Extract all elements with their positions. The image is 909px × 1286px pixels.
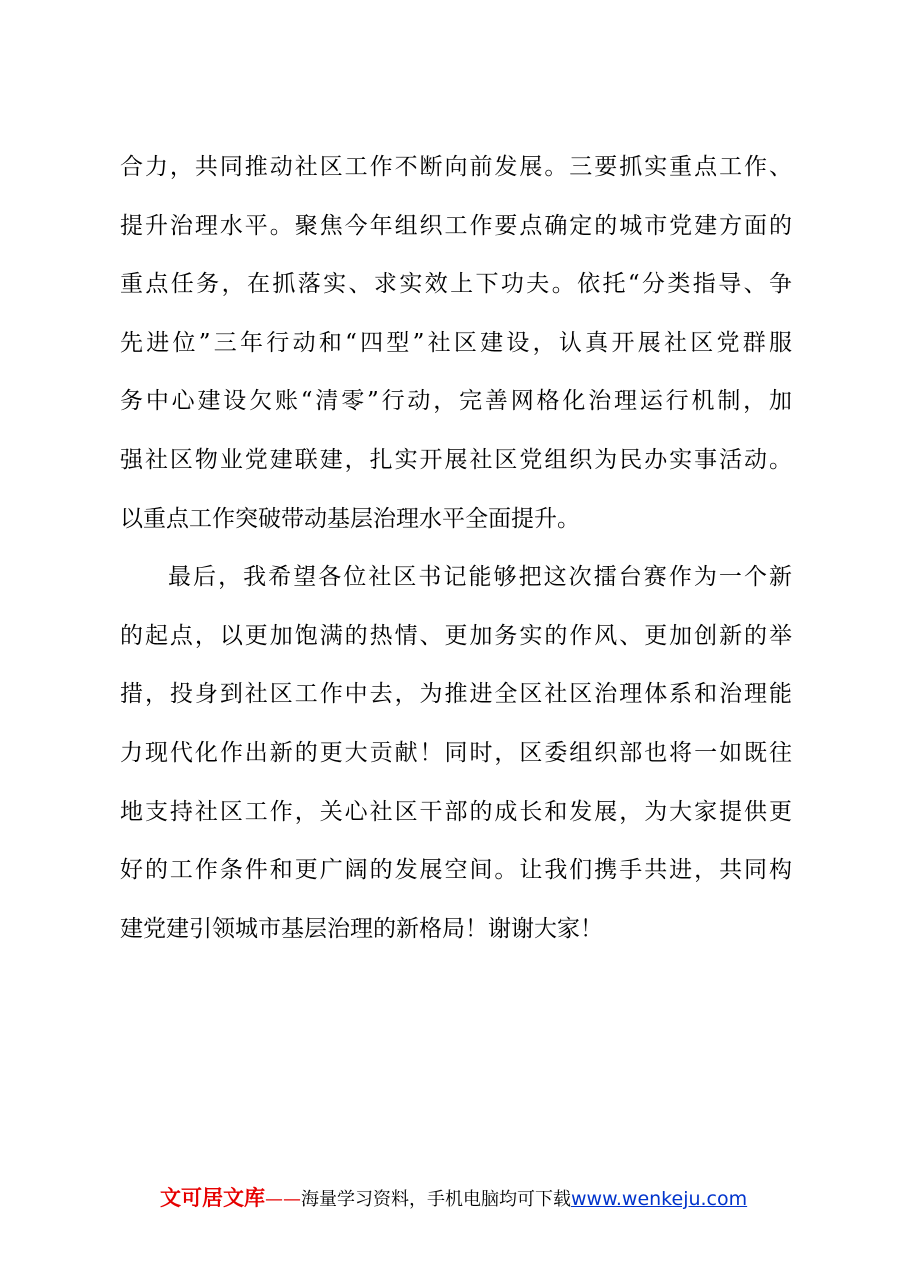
footer-brand: 文可居文库 <box>160 1186 265 1210</box>
text-line: 好的工作条件和更广阔的发展空间。让我们携手共进，共同构 <box>120 857 792 884</box>
text-line: 先进位”三年行动和“四型”社区建设，认真开展社区党群服 <box>120 329 792 356</box>
text-line: 提升治理水平。聚焦今年组织工作要点确定的城市党建方面的 <box>120 212 792 239</box>
footer-dash: —— <box>265 1189 301 1210</box>
text-line: 地支持社区工作，关心社区干部的成长和发展，为大家提供更 <box>120 798 792 825</box>
text-line: 强社区物业党建联建，扎实开展社区党组织为民办实事活动。 <box>120 446 792 473</box>
text-line: 措，投身到社区工作中去，为推进全区社区治理体系和治理能 <box>120 681 792 708</box>
paragraph-2 <box>120 548 792 958</box>
text-line: 的起点，以更加饱满的热情、更加务实的作风、更加创新的举 <box>120 622 792 649</box>
page-footer <box>160 1180 800 1216</box>
footer-url-link[interactable]: www.wenkeju.com <box>571 1188 748 1210</box>
text-line: 合力，共同推动社区工作不断向前发展。三要抓实重点工作、 <box>120 154 792 180</box>
text-line: 重点任务，在抓落实、求实效上下功夫。依托“分类指导、争 <box>120 271 792 298</box>
document-body <box>120 138 792 958</box>
text-line: 建党建引领城市基层治理的新格局！谢谢大家！ <box>120 915 603 942</box>
paragraph-1 <box>120 138 792 548</box>
text-line: 力现代化作出新的更大贡献！同时，区委组织部也将一如既往 <box>120 739 792 766</box>
text-line: 以重点工作突破带动基层治理水平全面提升。 <box>120 505 580 532</box>
text-line: 务中心建设欠账“清零”行动，完善网格化治理运行机制，加 <box>120 388 792 415</box>
text-line: 最后，我希望各位社区书记能够把这次擂台赛作为一个新 <box>168 564 792 591</box>
footer-slogan: 海量学习资料，手机电脑均可下载 <box>301 1189 571 1210</box>
